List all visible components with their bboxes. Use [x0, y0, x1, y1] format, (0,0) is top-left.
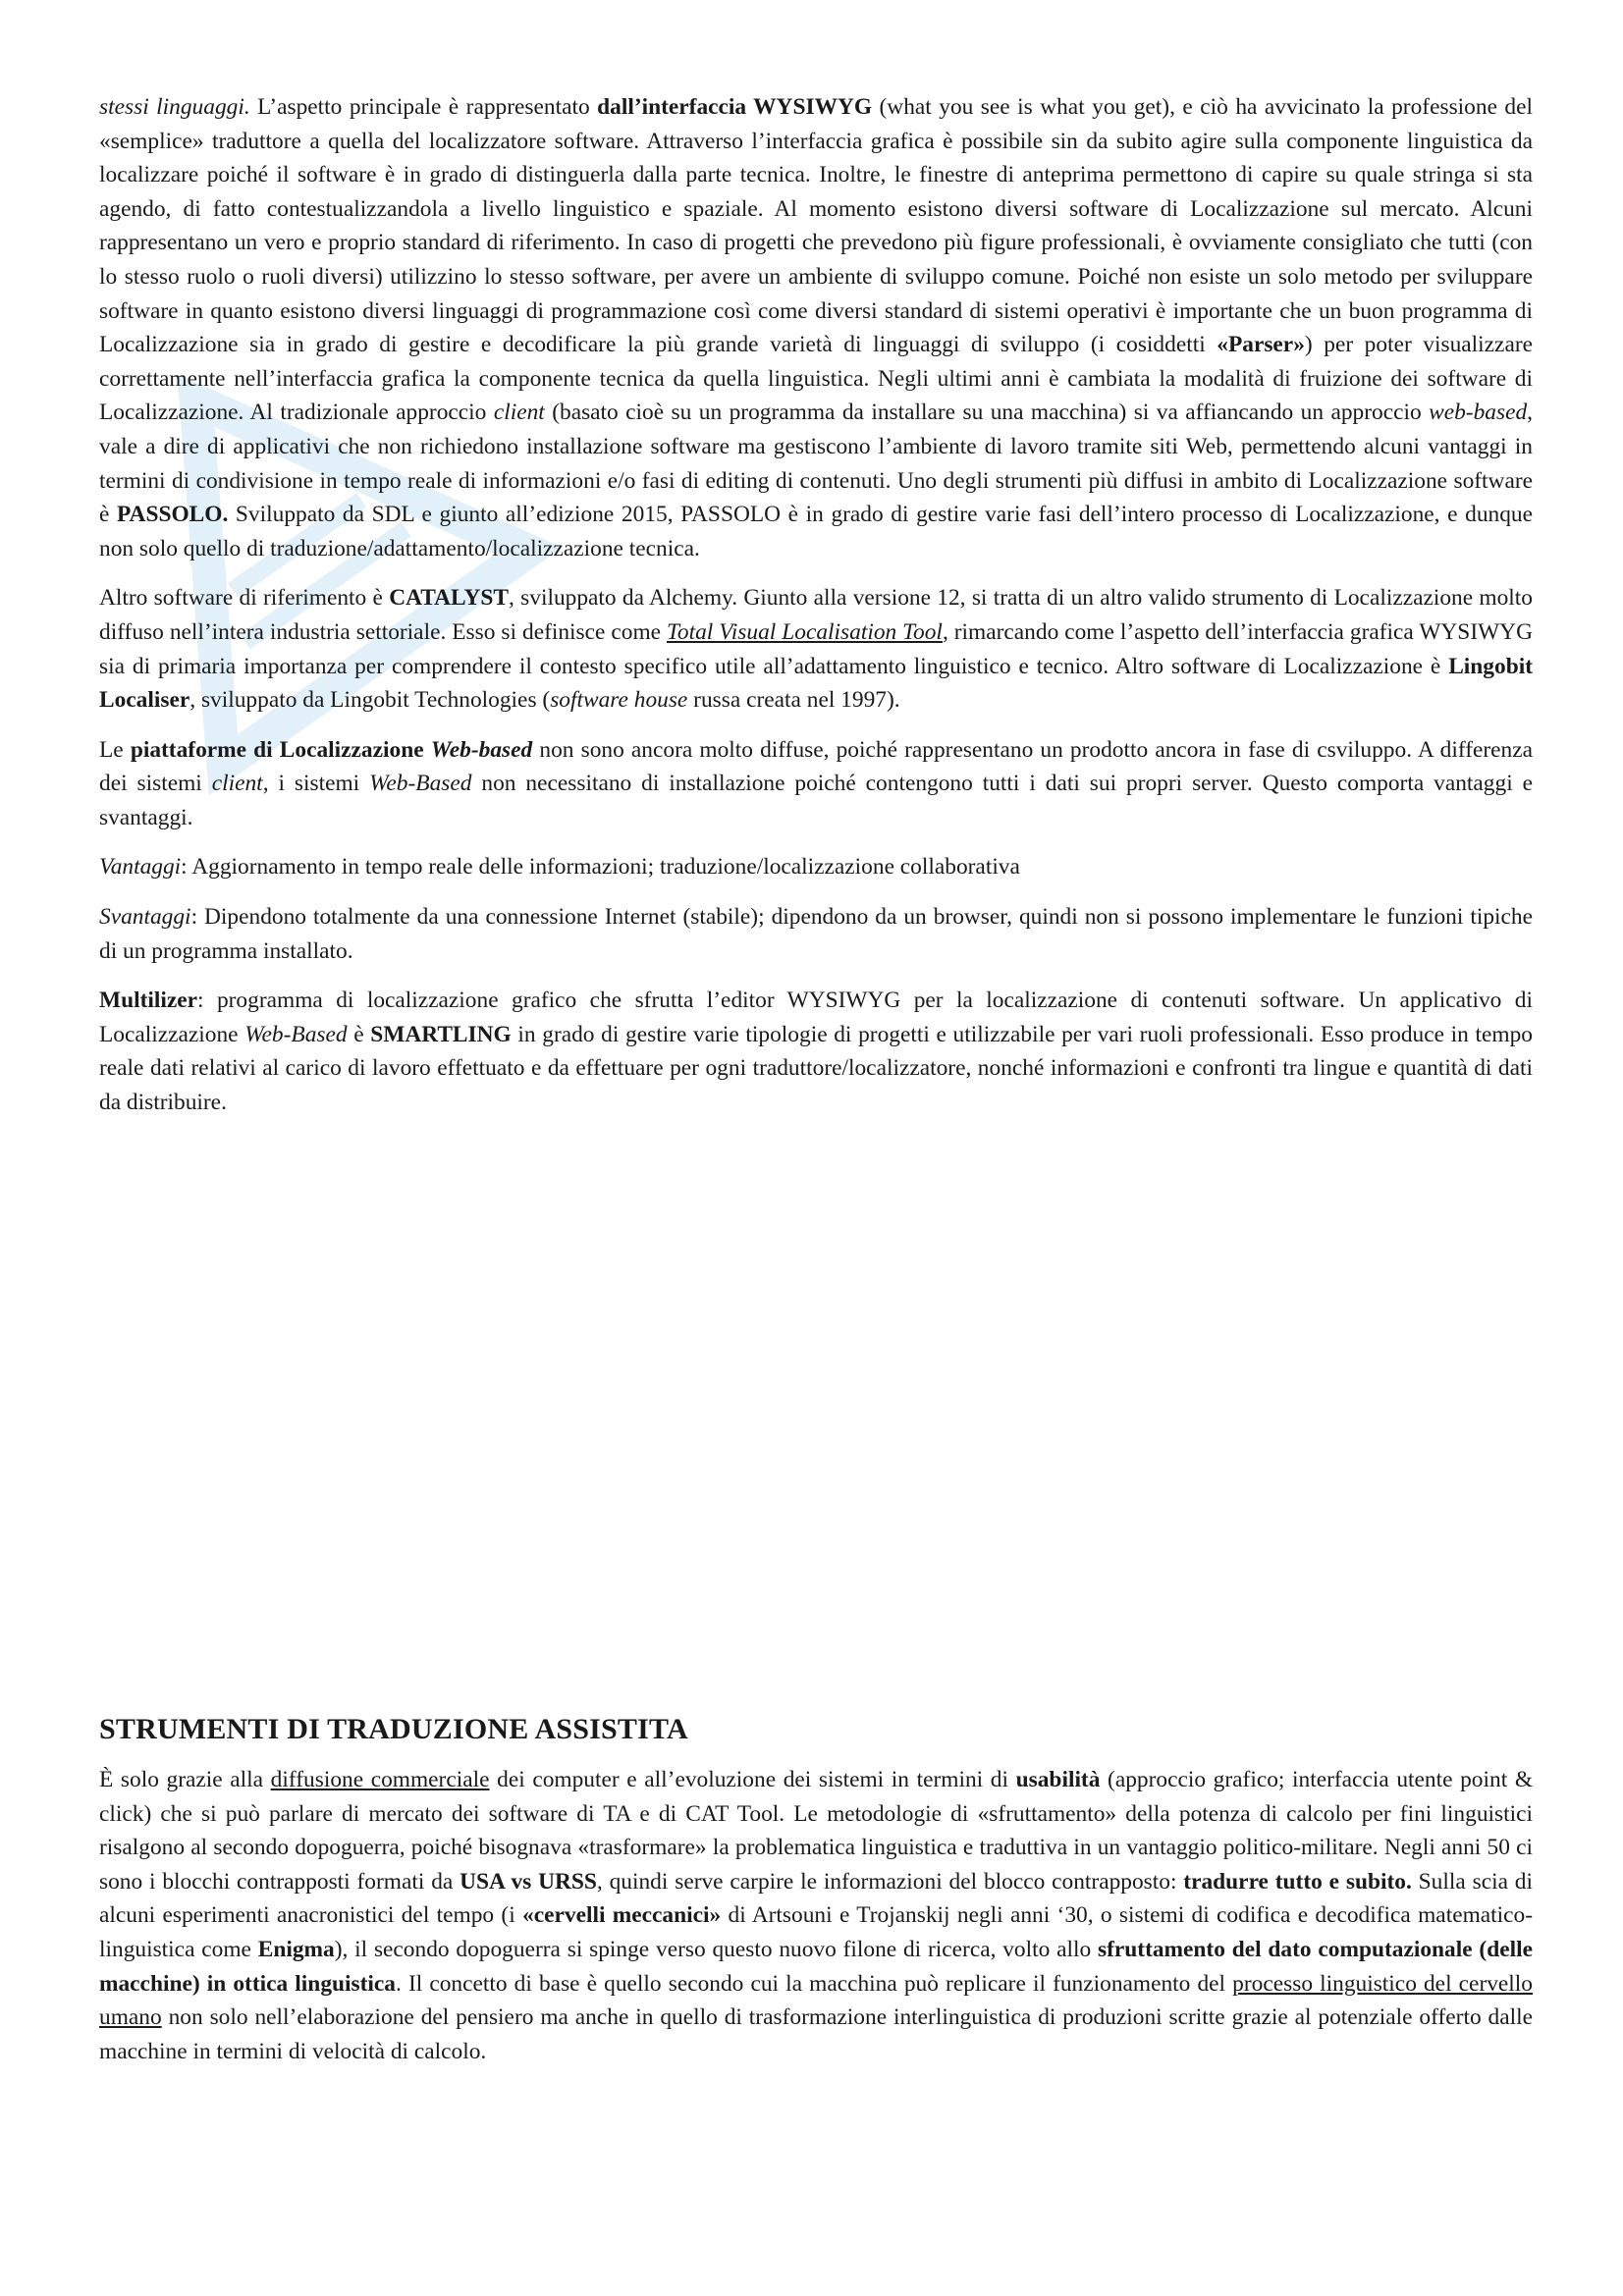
text-run: Vantaggi	[99, 854, 182, 881]
paragraph-disadvantages: Svantaggi: Dipendono totalmente da una connessione Internet (stabile); dipendono da un browser, quindi non si possono implementare le funzioni tipiche di un programma installato.	[99, 904, 1533, 964]
text-run: PASSOLO.	[117, 502, 229, 528]
text-run: Total Visual Localisation Tool	[667, 618, 943, 645]
text-run: web-based	[1429, 400, 1528, 426]
text-run: USA vs URSS	[460, 1868, 597, 1895]
text-run: diffusione commerciale	[270, 1767, 490, 1792]
text-run: usabilità	[1015, 1767, 1101, 1792]
text-run: Web-Based	[244, 1021, 348, 1047]
text-run: «Parser»	[1217, 332, 1305, 358]
text-run: «cervelli meccanici»	[522, 1902, 722, 1929]
text-run: CATALYST	[389, 585, 509, 612]
paragraph-web-platforms: Le piattaforme di Localizzazione Web-based non sono ancora molto diffuse, poiché rappresentano un prodotto ancora in fase di csviluppo. A differenza dei sistemi client, i sistemi Web-Based non necessitano di installazione poiché contengono tutti i dati sui propri server. Questo comporta vantaggi e svantaggi.	[99, 736, 1533, 830]
paragraph-cat-tools: È solo grazie alla diffusione commerciale dei computer e all’evoluzione dei sistemi in termini di usabilità (approccio grafico; interfaccia utente point & click) che si può parlare di mercato dei software di TA e di CAT Tool. Le metodologie di «sfruttamento» della potenza di calcolo per fini linguistici risalgono al secondo dopoguerra, poiché bisognava «trasformare» la problematica linguistica e traduttiva in un vantaggio politico-militare. Negli anni 50 ci sono i blocchi contrapposti formati da USA vs URSS, quindi serve carpire le informazioni del blocco contrapposto: tradurre tutto e subito. Sulla scia di alcuni esperimenti anacronistici del tempo (i «cervelli meccanici» di Artsouni e Trojanskij negli anni ‘30, o sistemi di codifica e decodifica matematico-linguistica come Enigma), il secondo dopoguerra si spinge verso questo nuovo filone di ricerca, volto allo sfruttamento del dato computazionale (delle macchine) in ottica linguistica. Il concetto di base è quello secondo cui la macchina può replicare il funzionamento del processo linguistico del cervello umano non solo nell’elaborazione del pensiero ma anche in quello di trasformazione interlinguistica di produzioni scritte grazie al potenziale offerto dalle macchine in termini di velocità di calcolo.	[99, 1767, 1534, 2064]
text-run: software house	[550, 687, 688, 714]
text-run: Multilizer	[99, 988, 198, 1014]
section-cat-tools	[99, 1710, 1533, 2068]
text-run: stessi linguaggi.	[99, 94, 250, 120]
text-run: sfruttamento del dato computazionale (delle macchine) in ottica linguistica	[99, 1936, 1533, 1997]
text-run: client	[211, 771, 263, 797]
document-page	[99, 90, 1534, 2064]
section-heading: STRUMENTI DI TRADUZIONE ASSISTITA	[99, 1713, 688, 1745]
text-run: tradurre tutto e subito.	[1183, 1868, 1412, 1895]
text-run: processo linguistico del cervello umano	[99, 1970, 1533, 2031]
text-run: piattaforme di Localizzazione	[130, 736, 431, 763]
text-run: Web-based	[430, 736, 533, 763]
paragraph-advantages: Vantaggi: Aggiornamento in tempo reale delle informazioni; traduzione/localizzazione collaborativa	[99, 854, 1020, 881]
text-run: Enigma	[257, 1936, 335, 1962]
text-run: dall’interfaccia WYSIWYG	[597, 94, 873, 120]
text-run: client	[493, 400, 545, 426]
paragraph-catalyst: Altro software di riferimento è CATALYST, sviluppato da Alchemy. Giunto alla versione 12, si tratta di un altro valido strumento di Localizzazione molto diffuso nell’intera industria settoriale. Esso si definisce come Total Visual Localisation Tool, rimarcando come l’aspetto dell’interfaccia grafica WYSIWYG sia di primaria importanza per comprendere il contesto specifico utile all’adattamento linguistico e tecnico. Altro software di Localizzazione è Lingobit Localiser, sviluppato da Lingobit Technologies (software house russa creata nel 1997).	[99, 585, 1534, 714]
text-run: SMARTLING	[370, 1021, 512, 1047]
text-run: Svantaggi	[99, 904, 191, 931]
paragraph-intro: stessi linguaggi. L’aspetto principale è rappresentato dall’interfaccia WYSIWYG (what you see is what you get), e ciò ha avvicinato la professione del «semplice» traduttore a quella del localizzatore software. Attraverso l’interfaccia grafica è possibile sin da subito agire sulla componente linguistica da localizzare poiché il software è in grado di distinguerla dalla parte tecnica. Inoltre, le finestre di anteprima permettono di capire su quale stringa si sta agendo, di fatto contestualizzandola a livello linguistico e spaziale. Al momento esistono diversi software di Localizzazione sul mercato. Alcuni rappresentano un vero e proprio standard di riferimento. In caso di progetti che prevedono più figure professionali, è ovviamente consigliato che tutti (con lo stesso ruolo o ruoli diversi) utilizzino lo stesso software, per avere un ambiente di sviluppo comune. Poiché non esiste un solo metodo per sviluppare software in quanto esistono diversi linguaggi di programmazione così come diversi standard di sistemi operativi è importante che un buon programma di Localizzazione sia in grado di gestire e decodificare la più grande varietà di linguaggi di sviluppo (i cosiddetti «Parser») per poter visualizzare correttamente nell’interfaccia grafica la componente tecnica da quella linguistica. Negli ultimi anni è cambiata la modalità di fruizione dei software di Localizzazione. Al tradizionale approccio client (basato cioè su un programma da installare su una macchina) si va affiancando un approccio web-based, vale a dire di applicativi che non richiedono installazione software ma gestiscono l’ambiente di lavoro tramite siti Web, permettendo alcuni vantaggi in termini di condivisione in tempo reale di informazioni e/o fasi di editing di contenuti. Uno degli strumenti più diffusi in ambito di Localizzazione software è PASSOLO. Sviluppato da SDL e giunto all’edizione 2015, PASSOLO è in grado di gestire varie fasi dell’intero processo di Localizzazione, e dunque non solo quello di traduzione/adattamento/localizzazione tecnica.	[99, 94, 1534, 561]
text-run: Lingobit Localiser	[99, 653, 1533, 714]
text-run: Web-Based	[369, 771, 472, 797]
paragraph-multilizer: Multilizer: programma di localizzazione grafico che sfrutta l’editor WYSIWYG per la localizzazione di contenuti software. Un applicativo di Localizzazione Web-Based è SMARTLING in grado di gestire varie tipologie di progetti e utilizzabile per vari ruoli professionali. Esso produce in tempo reale dati relativi al carico di lavoro effettuato e da effettuare per ogni traduttore/localizzatore, nonché informazioni e confronti tra lingue e quantità di dati da distribuire.	[99, 988, 1533, 1116]
